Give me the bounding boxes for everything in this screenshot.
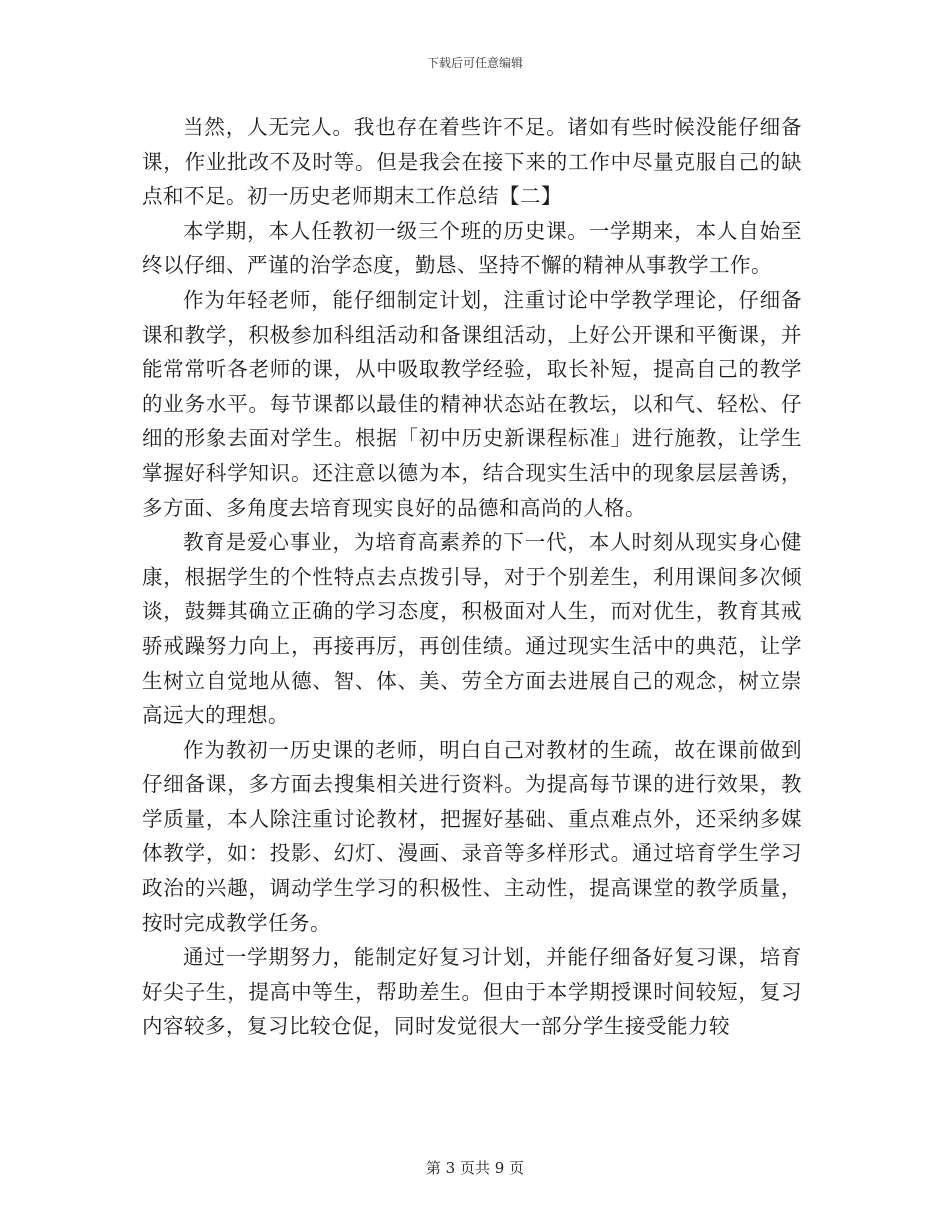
- paragraph-6: 通过一学期努力，能制定好复习计划，并能仔细备好复习课，培育好尖子生，提高中等生，帮助差生。但由于本学期授课时间较短，复习内容较多，复习比较仓促，同时发觉很大一部分学生接受能力较: [142, 945, 802, 1039]
- paragraph-2: 本学期，本人任教初一级三个班的历史课。一学期来，本人自始至终以仔细、严谨的治学态度，勤恳、坚持不懈的精神从事教学工作。: [142, 218, 802, 278]
- paragraph-4: 教育是爱心事业，为培育高素养的下一代，本人时刻从现实身心健康，根据学生的个性特点去点拨引导，对于个别差生，利用课间多次倾谈，鼓舞其确立正确的学习态度，积极面对人生，而对优生，教育其戒骄戒躁努力向上，再接再厉，再创佳绩。通过现实生活中的典范，让学生树立自觉地从德、智、体、美、劳全方面去进展自己的观念，树立崇高远大的理想。: [142, 530, 802, 728]
- document-body: [142, 110, 802, 1044]
- paragraph-3: 作为年轻老师，能仔细制定计划，注重讨论中学教学理论，仔细备课和教学，积极参加科组活动和备课组活动，上好公开课和平衡课，并能常常听各老师的课，从中吸取教学经验，取长补短，提高自己的教学的业务水平。每节课都以最佳的精神状态站在教坛，以和气、轻松、仔细的形象去面对学生。根据「初中历史新课程标准」进行施教，让学生掌握好科学知识。还注意以德为本，结合现实生活中的现象层层善诱，多方面、多角度去培育现实良好的品德和高尚的人格。: [142, 287, 802, 520]
- page-header: 下载后可任意编辑: [426, 56, 523, 70]
- page-footer: 第 3 页共 9 页: [425, 1159, 525, 1177]
- paragraph-1: 当然，人无完人。我也存在着些许不足。诸如有些时候没能仔细备课，作业批改不及时等。但是我会在接下来的工作中尽量克服自己的缺点和不足。初一历史老师期末工作总结【二】: [142, 115, 802, 209]
- paragraph-5: 作为教初一历史课的老师，明白自己对教材的生疏，故在课前做到仔细备课，多方面去搜集相关进行资料。为提高每节课的进行效果，教学质量，本人除注重讨论教材，把握好基础、重点难点外，还采纳多媒体教学，如：投影、幻灯、漫画、录音等多样形式。通过培育学生学习政治的兴趣，调动学生学习的积极性、主动性，提高课堂的教学质量，按时完成教学任务。: [142, 737, 802, 935]
